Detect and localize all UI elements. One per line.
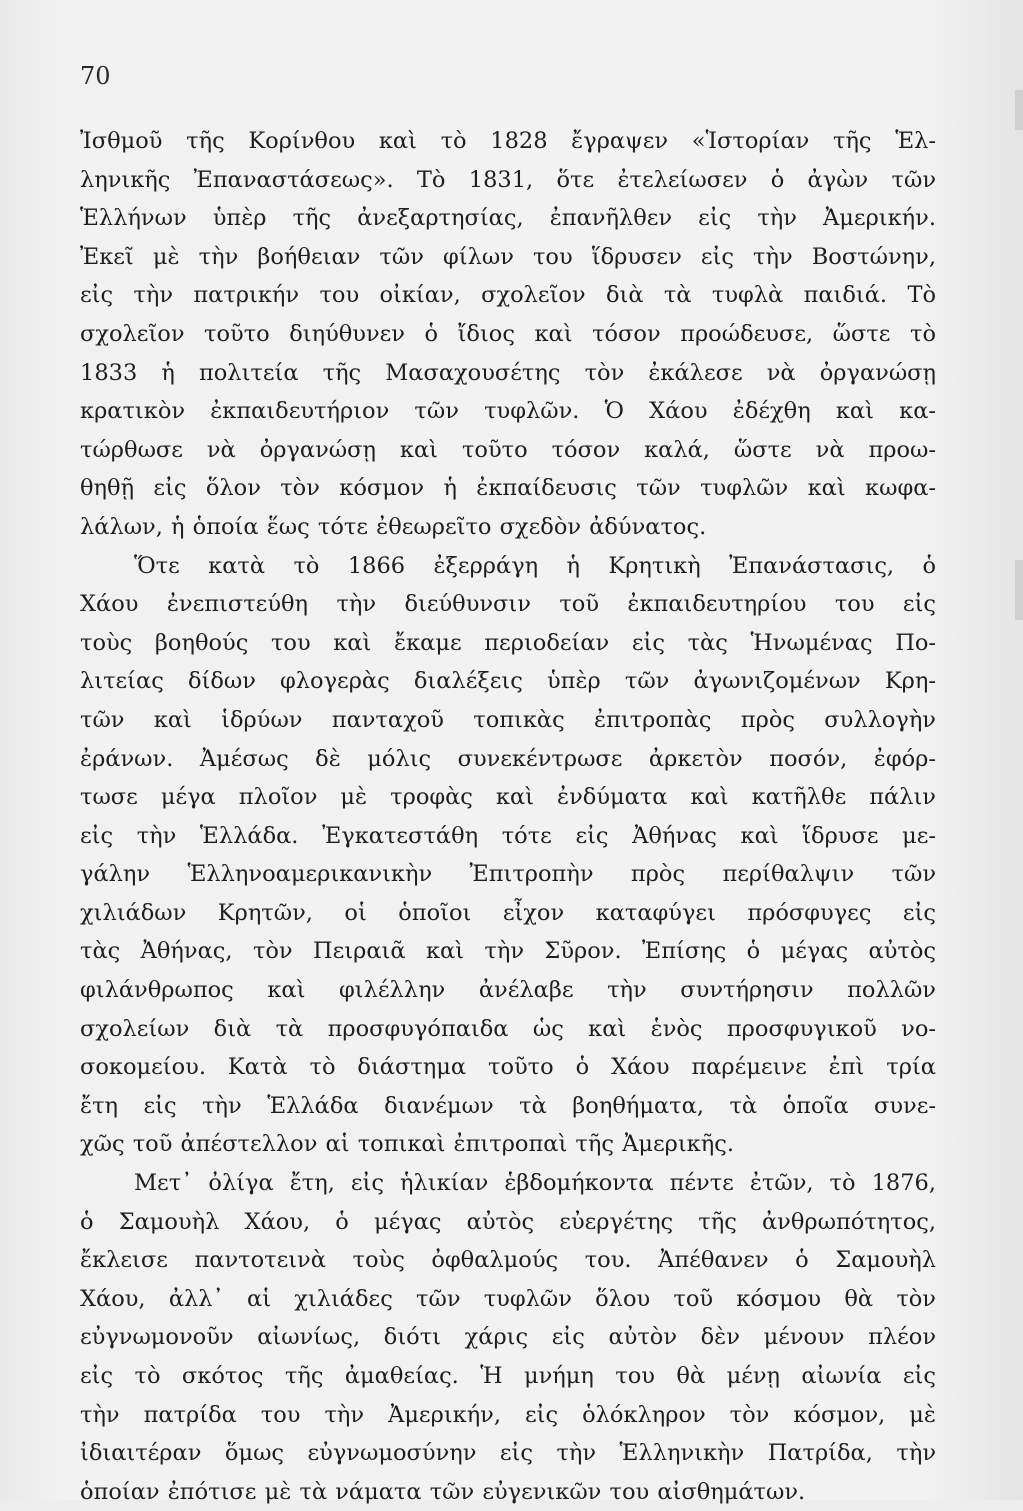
text-line: ληνικῆς Ἐπαναστάσεως». Τὸ 1831, ὅτε ἐτελείωσεν ὁ ἀγὼν τῶν xyxy=(80,166,936,193)
paragraph xyxy=(80,547,936,1165)
text-line: χῶς τοῦ ἀπέστελλον αἱ τοπικαὶ ἐπιτροπαὶ τῆς Ἀμερικῆς. xyxy=(80,1131,734,1158)
text-line: τῶν καὶ ἱδρύων πανταχοῦ τοπικὰς ἐπιτροπὰς πρὸς συλλογὴν xyxy=(80,706,936,733)
text-line: λάλων, ἡ ὁποία ἕως τότε ἐθεωρεῖτο σχεδὸν ἀδύνατος. xyxy=(80,513,707,540)
text-line: εἰς τὴν πατρικήν του οἰκίαν, σχολεῖον διὰ τὰ τυφλὰ παιδιά. Τὸ xyxy=(80,282,936,309)
paragraph xyxy=(80,1164,936,1511)
text-line: Ἰσθμοῦ τῆς Κορίνθου καὶ τὸ 1828 ἔγραψεν «Ἱστορίαν τῆς Ἑλ- xyxy=(80,128,936,154)
text-line: σχολείων διὰ τὰ προσφυγόπαιδα ὡς καὶ ἑνὸς προσφυγικοῦ νο- xyxy=(80,1015,936,1042)
page-edge-shadow xyxy=(1015,90,1023,130)
text-line: τωσε μέγα πλοῖον μὲ τροφὰς καὶ ἐνδύματα καὶ κατῆλθε πάλιν xyxy=(80,784,936,811)
text-line: τοὺς βοηθούς του καὶ ἔκαμε περιοδείαν εἰς τὰς Ἡνωμένας Πο- xyxy=(80,629,936,656)
text-line: λιτείας δίδων φλογερὰς διαλέξεις ὑπὲρ τῶν ἀγωνιζομένων Κρη- xyxy=(80,668,936,695)
text-line: σοκομείου. Κατὰ τὸ διάστημα τοῦτο ὁ Χάου παρέμεινε ἐπὶ τρία xyxy=(80,1054,936,1081)
text-line: εἰς τὸ σκότος τῆς ἀμαθείας. Ἡ μνήμη του θὰ μένῃ αἰωνία εἰς xyxy=(80,1363,936,1389)
text-line: κρατικὸν ἐκπαιδευτήριον τῶν τυφλῶν. Ὁ Χάου ἐδέχθη καὶ κα- xyxy=(80,398,936,425)
text-line: ὁ Σαμουὴλ Χάου, ὁ μέγας αὐτὸς εὐεργέτης τῆς ἀνθρωπότητος, xyxy=(80,1208,936,1235)
text-line: εἰς τὴν Ἑλλάδα. Ἐγκατεστάθη τότε εἰς Ἀθήνας καὶ ἵδρυσε με- xyxy=(80,822,936,849)
body-text xyxy=(80,122,936,1511)
text-line: τὴν πατρίδα του τὴν Ἀμερικήν, εἰς ὁλόκληρον τὸν κόσμον, μὲ xyxy=(80,1401,936,1428)
text-line: γάλην Ἑλληνοαμερικανικὴν Ἐπιτροπὴν πρὸς περίθαλψιν τῶν xyxy=(80,861,936,888)
text-line: Μετ᾽ ὀλίγα ἔτη, εἰς ἡλικίαν ἑβδομήκοντα πέντε ἐτῶν, τὸ 1876, xyxy=(134,1170,936,1197)
page-edge-shadow xyxy=(1015,560,1023,620)
paragraph xyxy=(80,122,936,547)
text-line: ἐράνων. Ἀμέσως δὲ μόλις συνεκέντρωσε ἀρκετὸν ποσόν, ἐφόρ- xyxy=(80,745,936,772)
text-line: θηθῇ εἰς ὅλον τὸν κόσμον ἡ ἐκπαίδευσις τῶν τυφλῶν καὶ κωφα- xyxy=(80,475,936,502)
text-line: χιλιάδων Κρητῶν, οἱ ὁποῖοι εἶχον καταφύγει πρόσφυγες εἰς xyxy=(80,899,936,926)
text-line: Ἐκεῖ μὲ τὴν βοήθειαν τῶν φίλων του ἵδρυσεν εἰς τὴν Βοστώνην, xyxy=(80,243,936,270)
text-line: ἔτη εἰς τὴν Ἑλλάδα διανέμων τὰ βοηθήματα, τὰ ὁποῖα συνε- xyxy=(80,1092,936,1119)
text-line: Χάου, ἀλλ᾽ αἱ χιλιάδες τῶν τυφλῶν ὅλου τοῦ κόσμου θὰ τὸν xyxy=(80,1285,936,1312)
text-line: σχολεῖον τοῦτο διηύθυνεν ὁ ἴδιος καὶ τόσον προώδευσε, ὥστε τὸ xyxy=(80,320,936,347)
text-line: Ἑλλήνων ὑπὲρ τῆς ἀνεξαρτησίας, ἐπανῆλθεν εἰς τὴν Ἀμερικήν. xyxy=(80,205,936,232)
text-line: εὐγνωμονοῦν αἰωνίως, διότι χάρις εἰς αὐτὸν δὲν μένουν πλέον xyxy=(80,1324,936,1351)
text-line: τὰς Ἀθήνας, τὸν Πειραιᾶ καὶ τὴν Σῦρον. Ἐπίσης ὁ μέγας αὐτὸς xyxy=(80,938,936,965)
text-line: φιλάνθρωπος καὶ φιλέλλην ἀνέλαβε τὴν συντήρησιν πολλῶν xyxy=(80,977,936,1004)
text-line: τώρθωσε νὰ ὀργανώσῃ καὶ τοῦτο τόσον καλά, ὥστε νὰ προω- xyxy=(80,436,936,463)
page-number: 70 xyxy=(80,62,111,90)
text-line: ἔκλεισε παντοτεινὰ τοὺς ὀφθαλμούς του. Ἀπέθανεν ὁ Σαμουὴλ xyxy=(80,1247,936,1274)
text-line: ἰδιαιτέραν ὅμως εὐγνωμοσύνην εἰς τὴν Ἑλληνικὴν Πατρίδα, τὴν xyxy=(80,1440,936,1467)
text-line: Ὅτε κατὰ τὸ 1866 ἐξερράγη ἡ Κρητικὴ Ἐπανάστασις, ὁ xyxy=(134,552,936,579)
text-line: ὁποίαν ἐπότισε μὲ τὰ νάματα τῶν εὐγενικῶν του αἰσθημάτων. xyxy=(80,1478,806,1505)
text-line: Χάου ἐνεπιστεύθη τὴν διεύθυνσιν τοῦ ἐκπαιδευτηρίου του εἰς xyxy=(80,591,936,618)
text-line: 1833 ἡ πολιτεία τῆς Μασαχουσέτης τὸν ἐκάλεσε νὰ ὀργανώσῃ xyxy=(80,359,936,386)
